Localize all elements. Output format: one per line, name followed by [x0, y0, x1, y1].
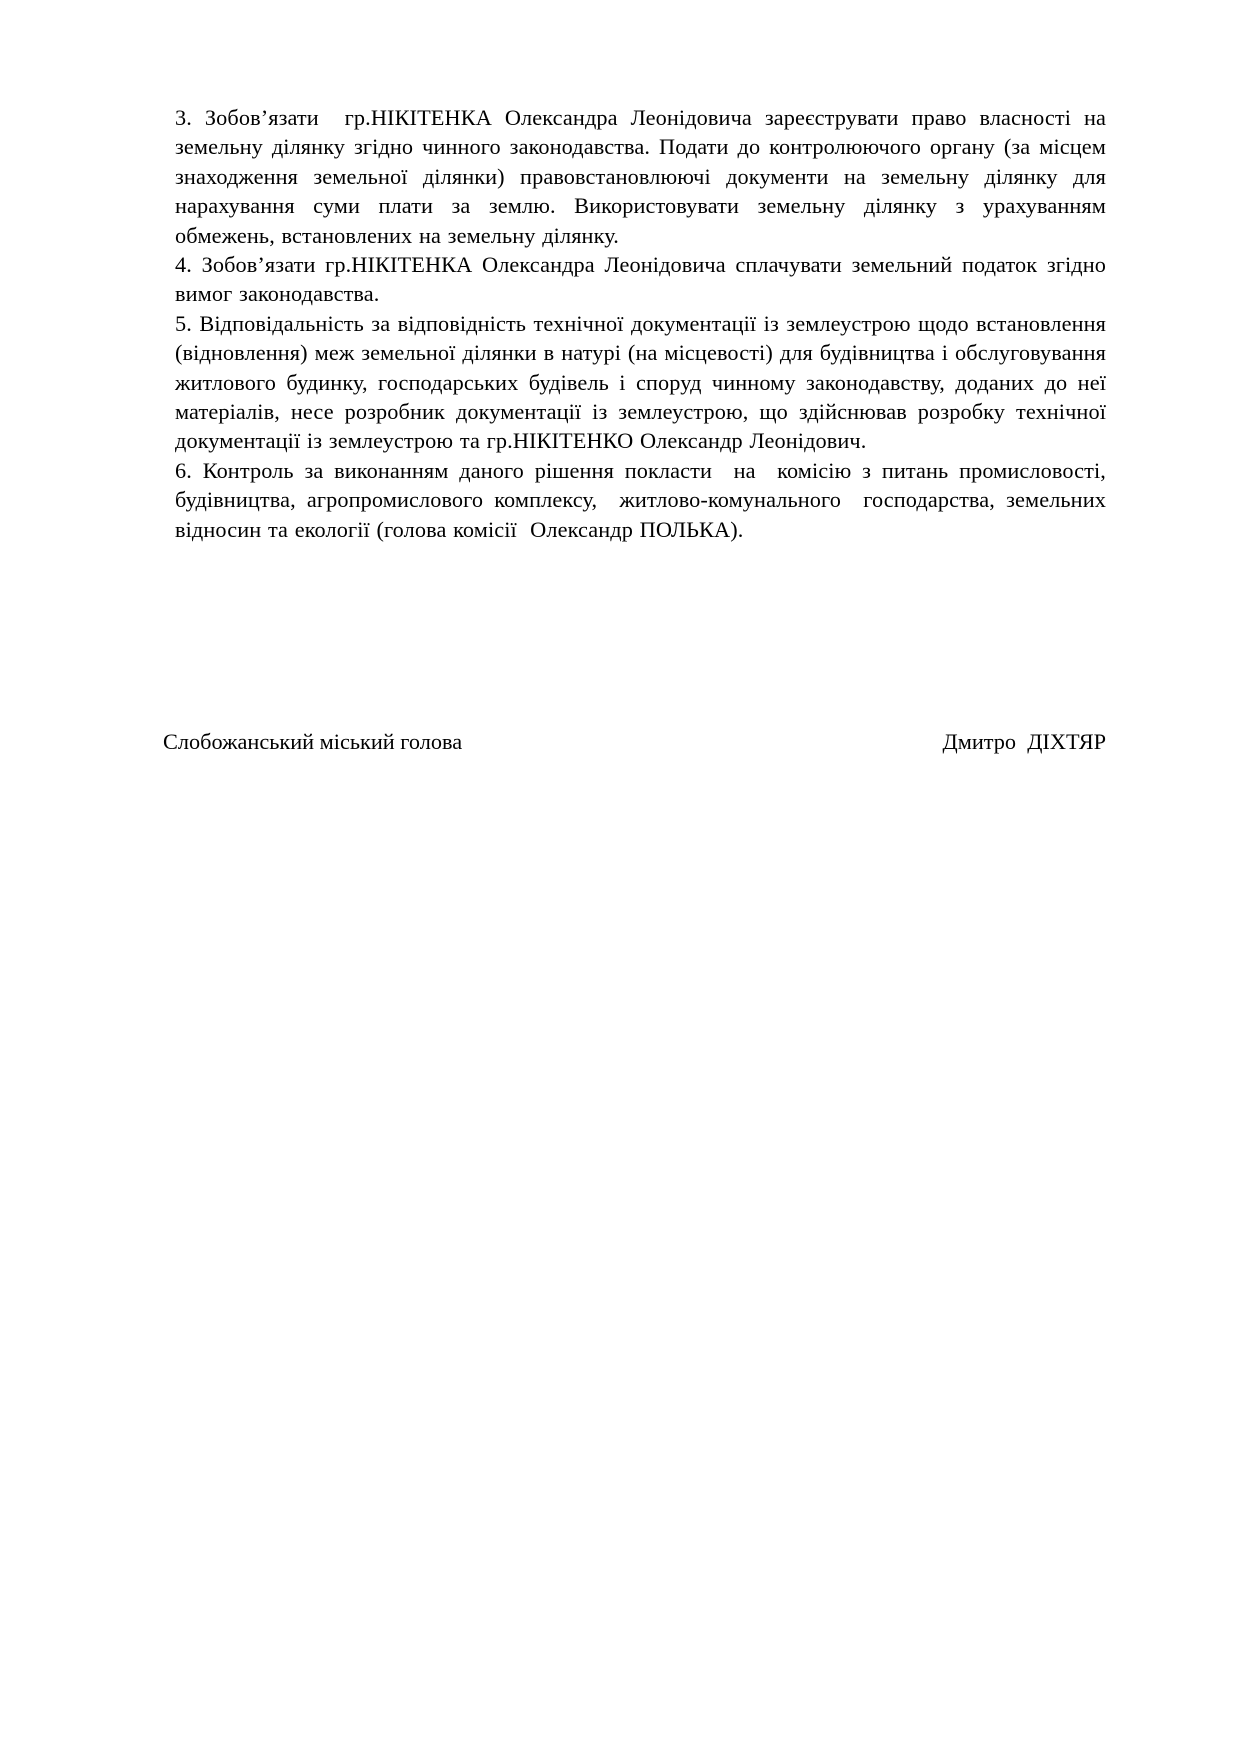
- paragraph-item-5: 5. Відповідальність за відповідність технічної документації із землеустрою щодо встановлення (відновлення) меж земельної ділянки в натурі (на місцевості) для будівництва і обслуговування житлового будинку, господарських будівель і споруд чинному законодавству, доданих до неї матеріалів, несе розробник документації із землеустрою, що здійснював розробку технічної документації із землеустрою та гр.НІКІТЕНКО Олександр Леонідович.: [175, 310, 1106, 454]
- paragraph-item-3: 3. Зобов’язати гр.НІКІТЕНКА Олександра Леонідовича зареєструвати право власності на земельну ділянку згідно чинного законодавства. Подати до контролюючого органу (за місцем знаходження земельної ділянки) правовстановлюючі документи на земельну ділянку для нарахування суми плати за землю. Використовувати земельну ділянку з урахуванням обмежень, встановлених на земельну ділянку.: [175, 105, 1106, 248]
- paragraph-item-4: 4. Зобов’язати гр.НІКІТЕНКА Олександра Леонідовича сплачувати земельний податок згідно вимог законодавства.: [175, 252, 1106, 307]
- document-page: [163, 103, 1106, 757]
- signature-title: Слобожанський міський голова: [163, 729, 463, 755]
- paragraph-item-6: 6. Контроль за виконанням даного рішення покласти на комісію з питань промисловості, будівництва, агропромислового комплексу, житлово-комунального господарства, земельних відносин та екології (голова комісії Олександр ПОЛЬКА).: [175, 457, 1106, 542]
- signature-name: Дмитро ДІХТЯР: [942, 729, 1106, 755]
- signature-row: [163, 727, 1106, 756]
- resolution-text-block: [175, 103, 1106, 544]
